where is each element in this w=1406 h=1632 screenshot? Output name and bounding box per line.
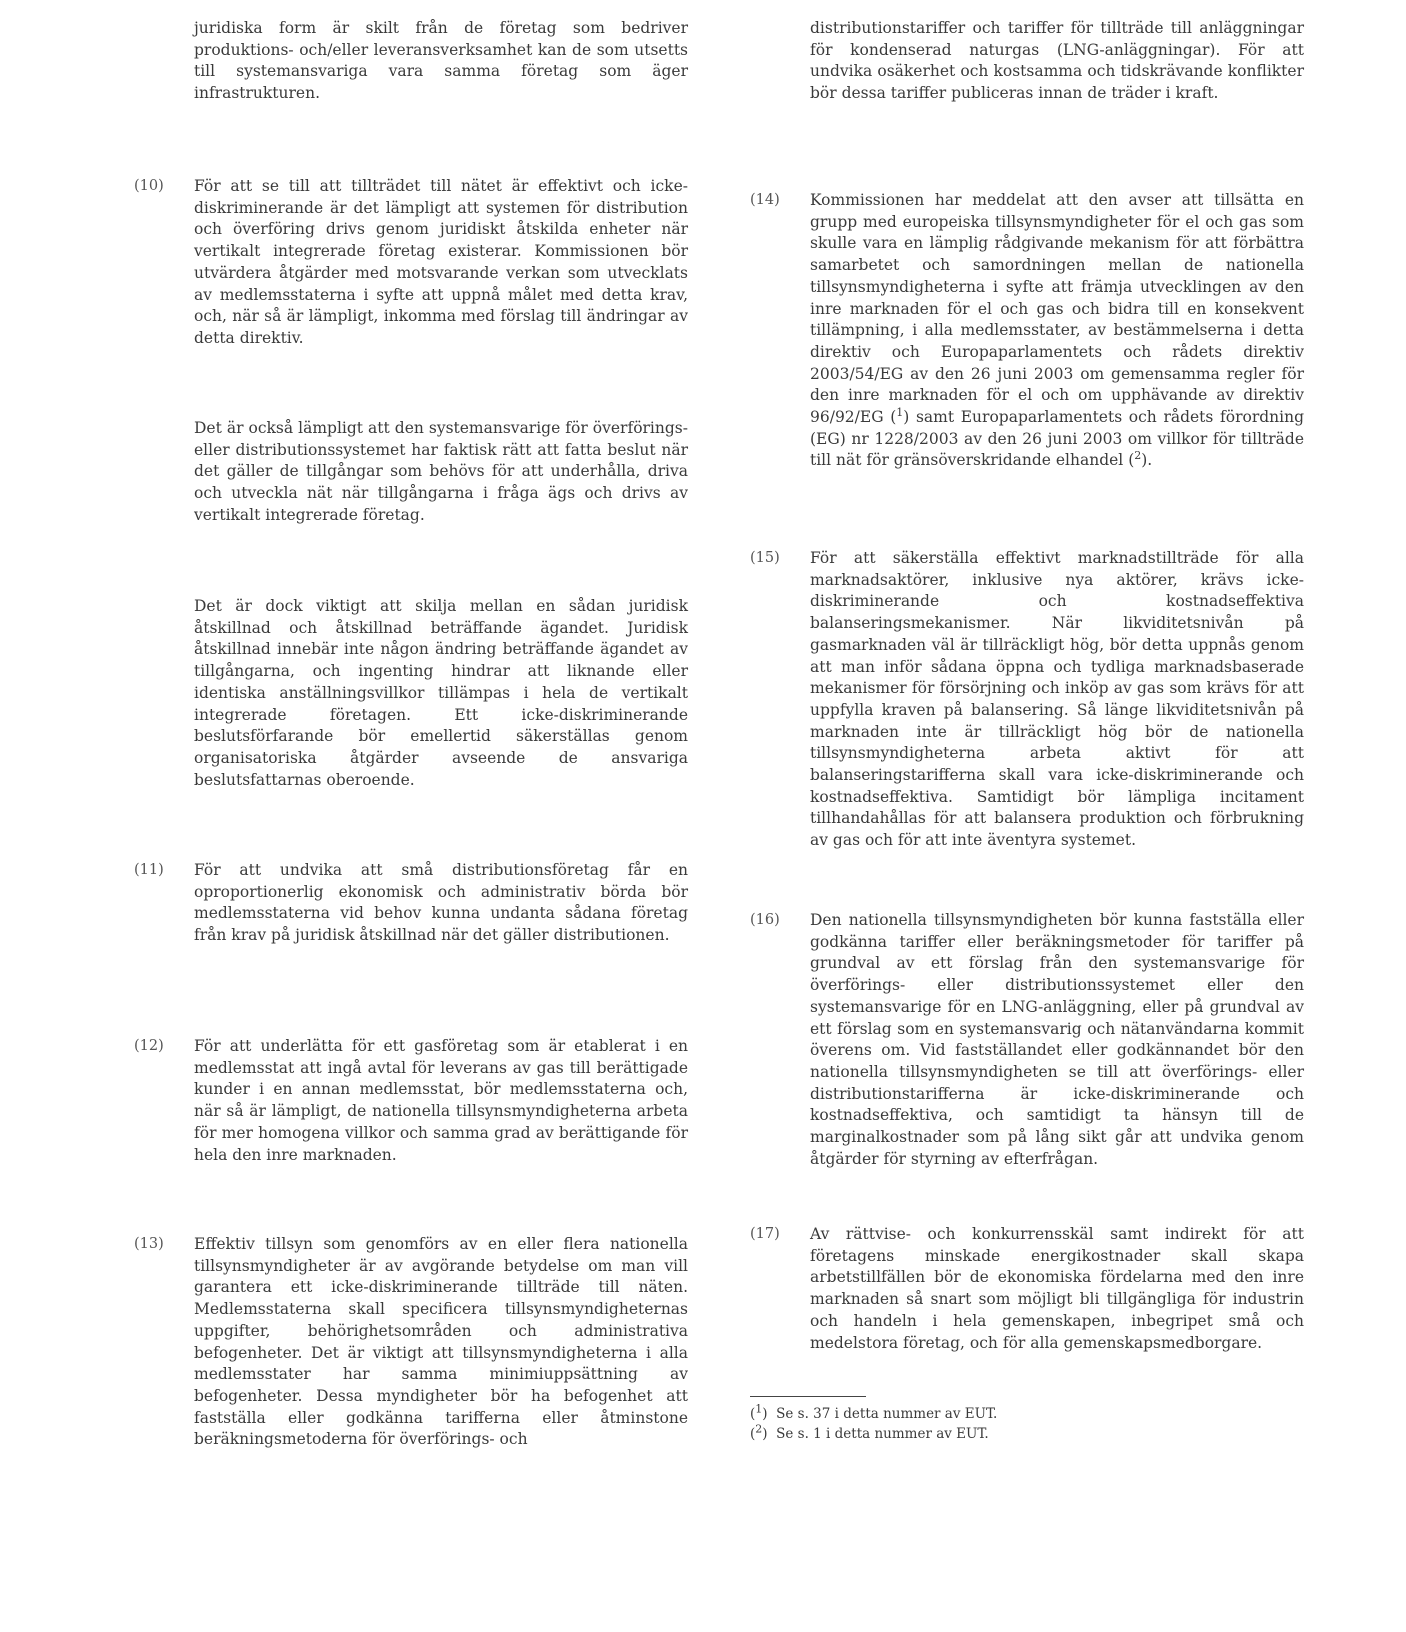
paragraph-text: För att undvika att små distributionsföretag får en oproportionerlig ekonomisk och administrativ börda bör medlemsstaterna vid behov kunna undanta sådana företag från krav på juridisk åtskillnad när det gäller distributionen. — [194, 861, 688, 945]
paragraph-text-part: ). — [1141, 451, 1153, 470]
paragraph-12 — [134, 1036, 694, 1166]
footnote-text: Se s. 1 i detta nummer av EUT. — [776, 1426, 989, 1442]
footnote-mark: 2 — [755, 1422, 763, 1436]
paragraph-text: distributionstariffer och tariffer för tillträde till anläggningar för kondenserad naturgas (LNG-anläggningar). För att undvika osäkerhet och kostsamma och tidskrävande konflikter bör dessa tariffer publiceras innan de träder i kraft. — [810, 19, 1304, 103]
paragraph-11 — [134, 860, 694, 947]
footnote-1: ($^1$) Se s. 37 i detta nummer av EUT. — [750, 1402, 998, 1422]
footnote-text: Se s. 37 i detta nummer av EUT. — [776, 1406, 998, 1422]
paragraph-number: (14) — [750, 192, 780, 208]
paragraph-number: (12) — [134, 1038, 164, 1054]
paragraph-16 — [750, 910, 1310, 1170]
paragraph-number: (17) — [750, 1226, 780, 1242]
paragraph-text: Det är dock viktigt att skilja mellan en sådan juridisk åtskillnad och åtskillnad beträffande ägandet. Juridisk åtskillnad innebär inte någon ändring beträffande ägandet av tillgångarna, och ingenting hindrar att liknande eller identiska anställningsvillkor tillämpas i hela de vertikalt integrerade företagen. Ett icke-diskriminerande beslutsförfarande bör emellertid säkerställas genom organisatoriska åtgärder avseende de ansvariga beslutsfattarnas oberoende. — [194, 597, 688, 789]
footnote-divider — [750, 1396, 866, 1397]
paragraph-17 — [750, 1224, 1310, 1354]
footnote-2: ($^2$) Se s. 1 i detta nummer av EUT. — [750, 1422, 989, 1442]
paragraph-10-third — [134, 596, 694, 791]
paragraph-10 — [134, 176, 694, 350]
paragraph-text — [810, 190, 1304, 472]
paragraph-15 — [750, 548, 1310, 852]
paragraph-text-part: ) samt Europaparlamentets och rådets förordning (EG) nr 1228/2003 av den 26 juni 2003 om villkor för tillträde till nät för gränsöverskridande elhandel ( — [810, 408, 1304, 470]
paragraph-number: (13) — [134, 1236, 164, 1252]
paragraph-text: juridiska form är skilt från de företag som bedriver produktions- och/eller leveransverksamhet kan de som utsetts till systemansvariga vara samma företag som äger infrastrukturen. — [194, 19, 688, 103]
paragraph-number: (11) — [134, 862, 164, 878]
paragraph-14 — [750, 190, 1310, 472]
paragraph-text: För att säkerställa effektivt marknadstillträde för alla marknadsaktörer, inklusive nya aktörer, krävs icke-diskriminerande och kostnadseffektiva balanseringsmekanismer. När likviditetsnivån på gasmarknaden väl är tillräckligt hög, bör detta uppnås genom att man inför sådana öppna och tydliga marknadsbaserade mekanismer för försörjning och inköp av gas som krävs för att uppfylla kraven på balansering. Så länge likviditetsnivån på marknaden inte är tillräckligt hög bör de nationella tillsynsmyndigheterna arbeta aktivt för att balanseringstarifferna skall vara icke-diskriminerande och kostnadseffektiva. Samtidigt bör lämpliga incitament tillhandahållas för att balansera produktion och förbrukning av gas och för att inte äventyra systemet. — [810, 549, 1304, 850]
footnote-reference: 2 — [1134, 449, 1142, 463]
paragraph-number: (15) — [750, 550, 780, 566]
paragraph-10-second — [134, 418, 694, 527]
paragraph-text: Effektiv tillsyn som genomförs av en eller flera nationella tillsynsmyndigheter är av avgörande betydelse om man vill garantera ett icke-diskriminerande tillträde till näten. Medlemsstaterna skall specificera tillsynsmyndigheternas uppgifter, behörighetsområden och administrativa befogenheter. Det är viktigt att tillsynsmyndigheterna i alla medlemsstater har samma minimiuppsättning av befogenheter. Dessa myndigheter bör ha befogenhet att fastställa eller godkänna tarifferna eller åtminstone beräkningsmetoderna för överförings- och — [194, 1235, 688, 1449]
paragraph-number: (10) — [134, 178, 164, 194]
footnote-reference: 1 — [896, 405, 904, 419]
paragraph-13-continuation — [750, 18, 1310, 105]
paragraph-number: (16) — [750, 912, 780, 928]
paragraph-13 — [134, 1234, 694, 1451]
paragraph-text: Det är också lämpligt att den systemansvarige för överförings- eller distributionssystemet har faktisk rätt att fatta beslut när det gäller de tillgångar som behövs för att underhålla, driva och utveckla nät när tillgångarna i fråga ägs och drivs av vertikalt integrerade företag. — [194, 419, 688, 524]
paragraph-text: Den nationella tillsynsmyndigheten bör kunna fastställa eller godkänna tariffer eller beräkningsmetoder för tariffer på grundval av ett förslag från den systemansvarige för överförings- eller distributionssystemet eller den systemansvarige för en LNG-anläggning, eller på grundval av ett förslag som en systemansvarig och nätanvändarna kommit överens om. Vid fastställandet eller godkännandet bör den nationella tillsynsmyndigheten se till att överförings- eller distributionstarifferna är icke-diskriminerande och kostnadseffektiva, och samtidigt ta hänsyn till de marginalkostnader som på lång sikt går att undvika genom åtgärder för styrning av efterfrågan. — [810, 911, 1304, 1168]
footnote-mark: 1 — [755, 1402, 763, 1416]
paragraph-9-continuation — [134, 18, 694, 105]
paragraph-text: Av rättvise- och konkurrensskäl samt indirekt för att företagens minskade energikostnader skall skapa arbetstillfällen bör de ekonomiska fördelarna med den inre marknaden så snart som möjligt bli tillgängliga för industrin och handeln i hela gemenskapen, inbegripet små och medelstora företag, och för alla gemenskapsmedborgare. — [810, 1225, 1304, 1352]
paragraph-text: För att se till att tillträdet till nätet är effektivt och icke-diskriminerande är det lämpligt att systemen för distribution och överföring drivs genom juridiskt åtskilda enheter när vertikalt integrerade företag existerar. Kommissionen bör utvärdera åtgärder med motsvarande verkan som utvecklats av medlemsstaterna i syfte att uppnå målet med detta krav, och, när så är lämpligt, inkomma med förslag till ändringar av detta direktiv. — [194, 177, 688, 347]
paragraph-text-part: Kommissionen har meddelat att den avser att tillsätta en grupp med europeiska tillsynsmyndigheter för el och gas som skulle vara en lämplig rådgivande mekanism för att förbättra samarbetet och samordningen mellan de nationella tillsynsmyndigheterna i syfte att främja utvecklingen av den inre marknaden för el och gas och bidra till en konsekvent tillämpning, i alla medlemsstater, av bestämmelserna i detta direktiv och Europaparlamentets och rådets direktiv 2003/54/EG av den 26 juni 2003 om gemensamma regler för den inre marknaden för el och om upphävande av direktiv 96/92/EG ( — [810, 191, 1304, 427]
paragraph-text: För att underlätta för ett gasföretag som är etablerat i en medlemsstat att ingå avtal för leverans av gas till berättigade kunder i en annan medlemsstat, bör medlemsstaterna och, när så är lämpligt, de nationella tillsynsmyndigheterna arbeta för mer homogena villkor och samma grad av berättigande för hela den inre marknaden. — [194, 1037, 688, 1164]
